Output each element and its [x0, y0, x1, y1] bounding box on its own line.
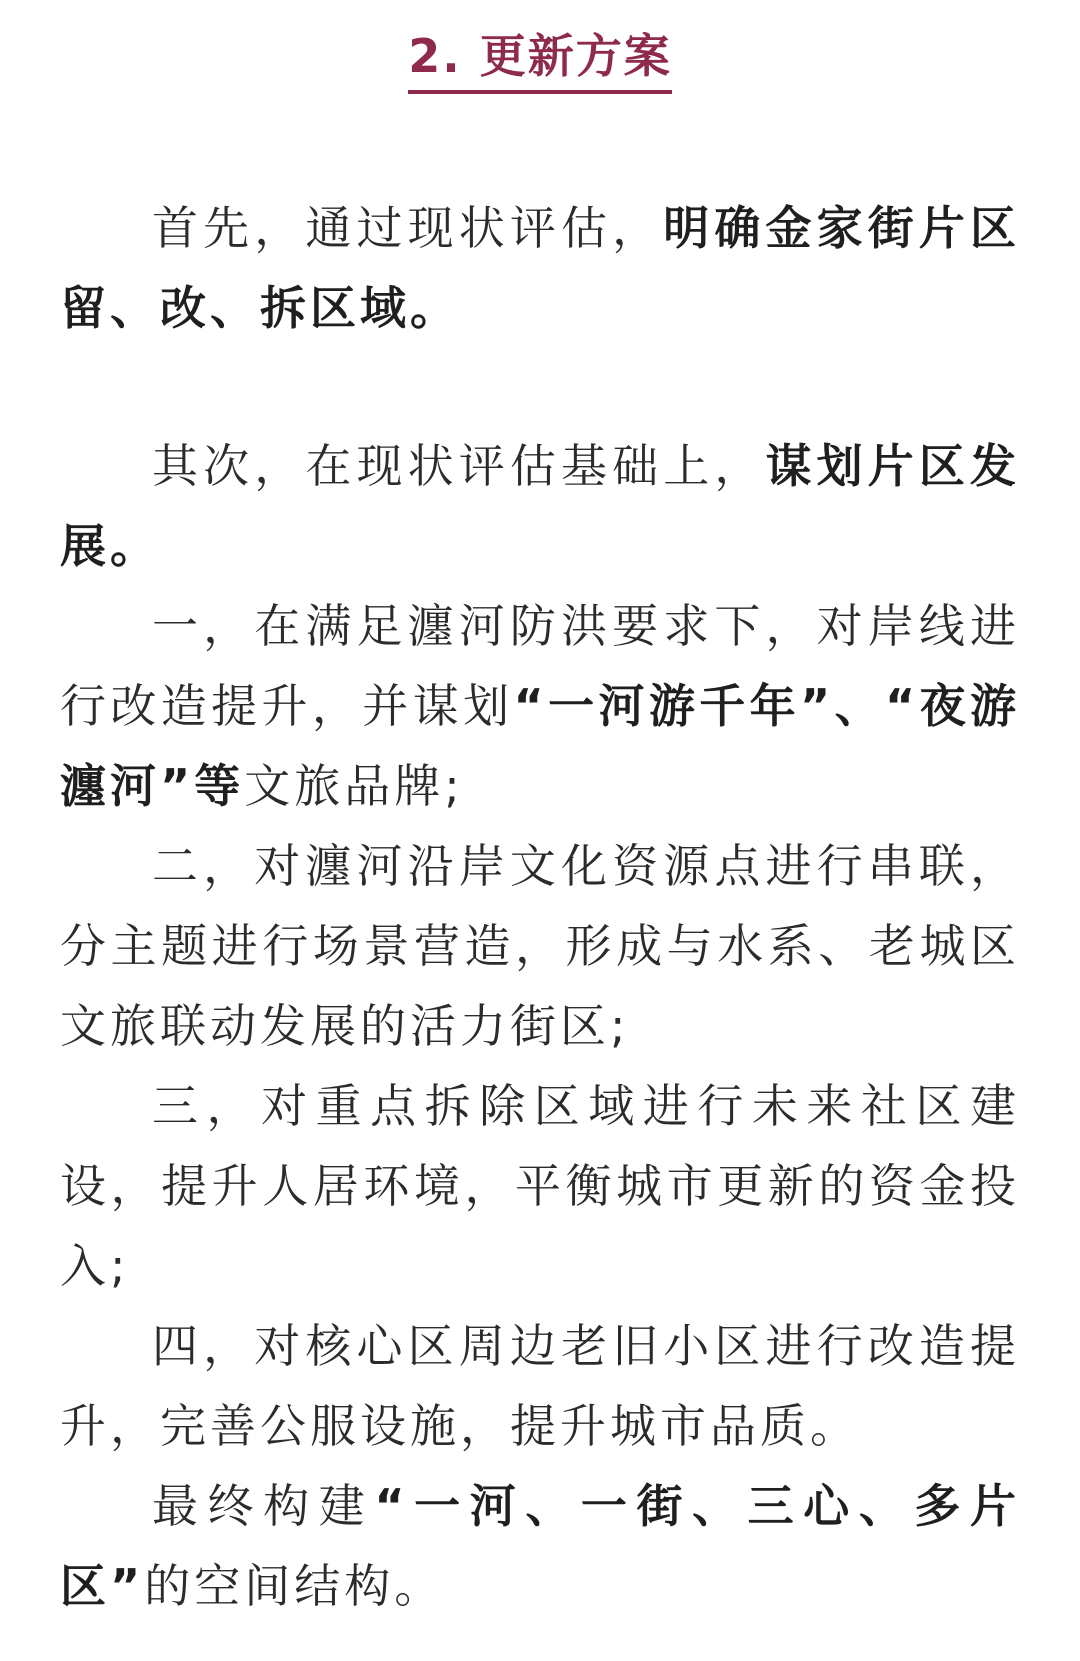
paragraph-gap: [60, 348, 1020, 426]
paragraph-planning: [60, 426, 1020, 586]
document-body: [60, 188, 1020, 1626]
paragraph-planning-text: 其次，在现状评估基础上，: [152, 439, 766, 493]
paragraph-conclusion-tail: 的空间结构。: [144, 1559, 445, 1613]
paragraph-item-three-text: 三，对重点拆除区域进行未来社区建设，提升人居环境，平衡城市更新的资金投入;: [60, 1079, 1020, 1293]
paragraph-assessment: [60, 188, 1020, 348]
paragraph-item-one-bold: “一河游千年”、“夜游瀍河”等: [60, 679, 1021, 813]
paragraph-assessment-text: 首先，通过现状评估，: [152, 201, 664, 255]
paragraph-planning-bold: 谋划片区发展。: [60, 439, 1020, 573]
paragraph-conclusion: [60, 1466, 1020, 1626]
paragraph-item-two-text: 二，对瀍河沿岸文化资源点进行串联，分主题进行场景营造，形成与水系、老城区文旅联动发展的活力街区;: [60, 839, 1020, 1053]
section-heading: 2. 更新方案: [408, 28, 672, 94]
paragraph-assessment-bold: 明确金家街片区留、改、拆区域。: [60, 201, 1020, 335]
paragraph-item-one-text: 一，在满足瀍河防洪要求下，对岸线进行改造提升，并谋划: [60, 599, 1020, 733]
paragraph-item-four: [60, 1306, 1020, 1466]
paragraph-item-four-text: 四，对核心区周边老旧小区进行改造提升，完善公服设施，提升城市品质。: [60, 1319, 1020, 1453]
heading-container: [0, 28, 1080, 94]
paragraph-item-three: [60, 1066, 1020, 1306]
paragraph-conclusion-text: 最终构建: [152, 1479, 375, 1533]
paragraph-item-one-tail: 文旅品牌;: [244, 759, 464, 813]
paragraph-item-one: [60, 586, 1020, 826]
paragraph-item-two: [60, 826, 1020, 1066]
paragraph-conclusion-bold: “一河、一街、三心、多片区”: [60, 1479, 1021, 1613]
